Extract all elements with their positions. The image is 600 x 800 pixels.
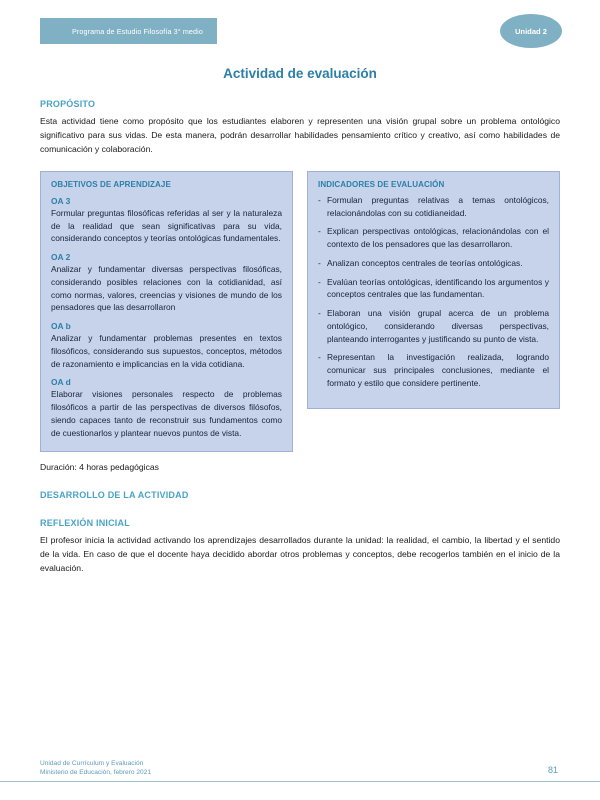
list-item: - Evalúan teorías ontológicas, identificando los argumentos y conceptos centrales que las fundamentan.	[318, 276, 549, 302]
list-item: - Representan la investigación realizada, logrando comunicar sus principales conclusiones, mediante el formato y estilo que considere pertinente.	[318, 351, 549, 389]
development-section	[0, 490, 600, 576]
list-item: - Formulan preguntas relativas a temas ontológicos, relacionándolas con su cotidianeidad.	[318, 194, 549, 220]
initial-reflection-label: REFLEXIÓN INICIAL	[40, 518, 130, 529]
objective-text: Formular preguntas filosóficas referidas al ser y la naturaleza de la realidad que sean significativas para su vida, considerando conceptos y teorías ontológicas fundamentales.	[51, 207, 282, 244]
unit-badge	[500, 14, 562, 48]
initial-reflection-text: El profesor inicia la actividad activando los aprendizajes desarrollados durante la unidad: la realidad, el cambio, la libertad y el sentido de la vida. En caso de que el docente haya decidido abordar otros problemas y conceptos, debe recogerlos también en el inicio de la evaluación.	[40, 535, 560, 574]
objective-code: OA b	[51, 321, 71, 332]
indicators-box	[307, 171, 560, 409]
page-content	[0, 56, 600, 576]
indicators-list	[318, 194, 549, 390]
purpose-text: Esta actividad tiene como propósito que los estudiantes elaboren y representen una visión grupal sobre un problema ontológico significativo para sus vidas. De esta manera, podrán desarrollar habilidades pensamiento crítico y creativo, así como habilidades de comunicación y colaboración.	[40, 116, 560, 154]
footer-line-2: Ministerio de Educación, febrero 2021	[40, 769, 152, 777]
footer-organization	[40, 759, 151, 778]
objective-text: Elaborar visiones personales respecto de problemas filosóficos a partir de las perspectivas de diversos filósofos, siendo capaces tanto de reconstruir sus fundamentos como de cuestionarlos y plantear nuevos puntos de vista.	[51, 389, 282, 438]
footer-line-1: Unidad de Currículum y Evaluación	[40, 759, 144, 767]
header-program-tab	[40, 18, 217, 44]
indicators-title: INDICADORES DE EVALUACIÓN	[318, 179, 445, 189]
page-header	[0, 18, 600, 44]
objective-code: OA 3	[51, 195, 71, 206]
list-item: - Explican perspectivas ontológicas, relacionándolas con el contexto de los pensadores que las desarrollaron.	[318, 225, 549, 251]
purpose-label: PROPÓSITO	[40, 99, 96, 109]
objective-text: Analizar y fundamentar problemas presentes en textos filosóficos, considerando sus supuestos, conceptos, métodos de razonamiento e implicancias en la vida cotidiana.	[51, 333, 282, 369]
page-footer	[0, 748, 600, 800]
unit-badge-label: Unidad 2	[514, 26, 548, 36]
objectives-box	[40, 171, 293, 453]
objectives-indicators-row	[0, 171, 600, 453]
objective-text: Analizar y fundamentar diversas perspectivas filosóficas, considerando posibles relaciones con la cotidianidad, así como normas, valores, creencias y visiones de mundo de los pensadores que las desarrollaron	[51, 264, 282, 313]
list-item: - Elaboran una visión grupal acerca de un problema ontológico, considerando diversas perspectivas, planteando interrogantes y justificando su punto de vista.	[318, 307, 549, 345]
objectives-title: OBJETIVOS DE APRENDIZAJE	[51, 179, 171, 189]
objective-code: OA 2	[51, 252, 71, 263]
development-label: DESARROLLO DE LA ACTIVIDAD	[40, 490, 189, 501]
objective-code: OA d	[51, 377, 71, 388]
purpose-section	[0, 99, 600, 157]
duration-text: Duración: 4 horas pedagógicas	[40, 462, 159, 473]
header-program-label: Programa de Estudio Filosofía 3° medio	[72, 26, 203, 36]
page-title: Actividad de evaluación	[223, 66, 377, 81]
list-item: - Analizan conceptos centrales de teorías ontológicas.	[318, 257, 549, 270]
page-number: 81	[547, 765, 558, 775]
footer-divider	[0, 781, 600, 782]
